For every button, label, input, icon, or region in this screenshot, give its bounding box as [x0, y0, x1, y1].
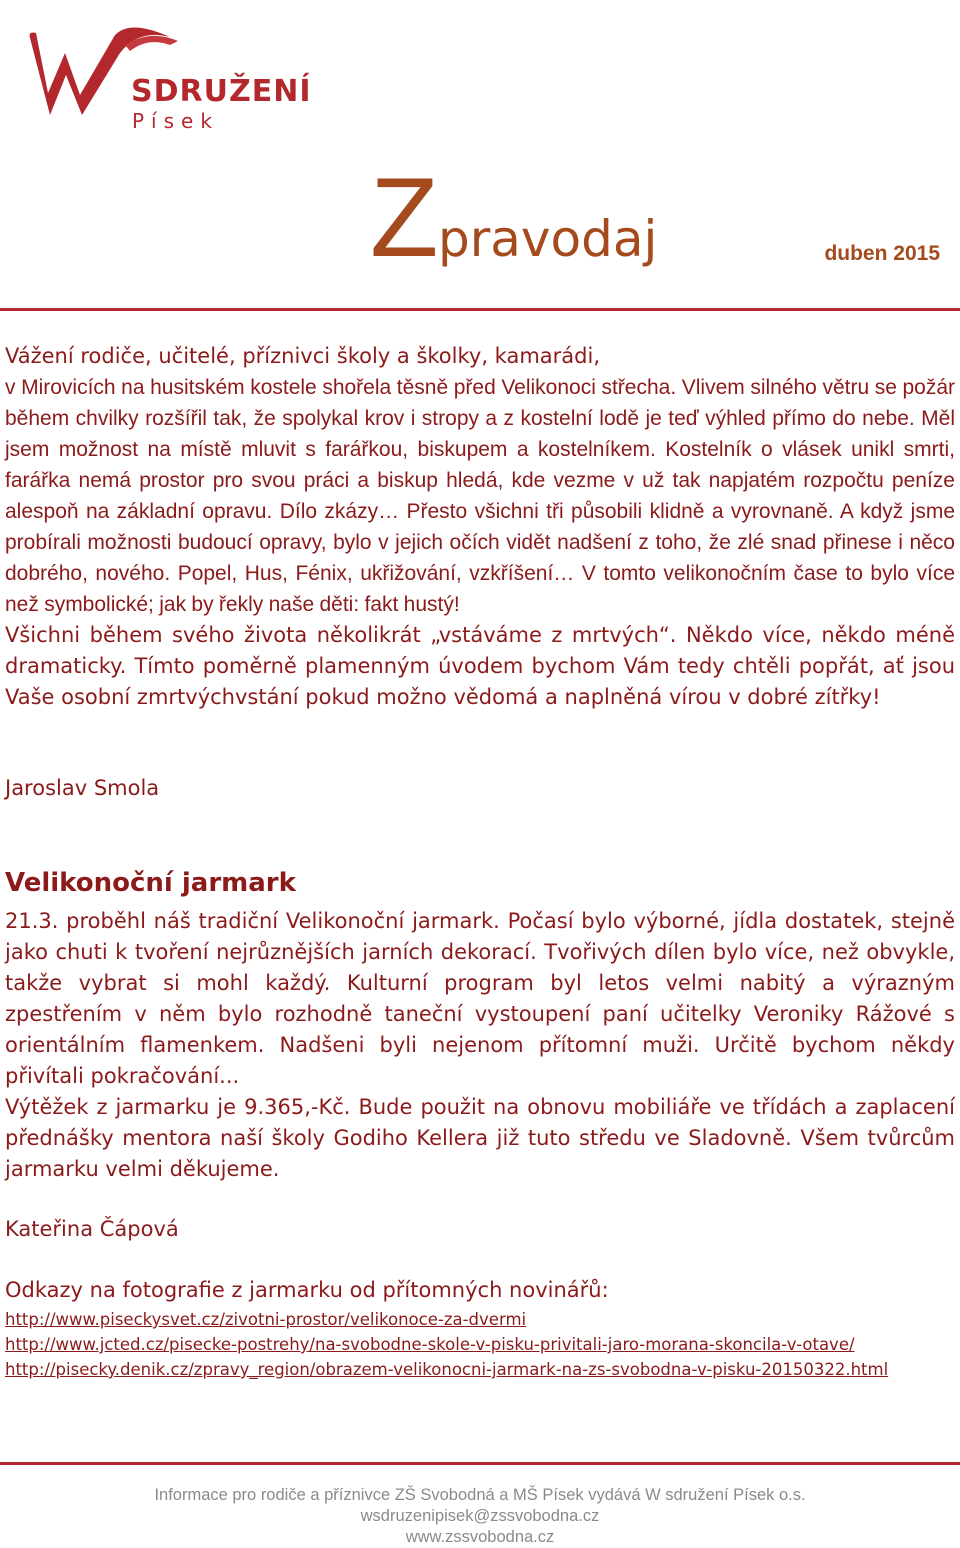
- footer: [0, 1485, 960, 1548]
- photo-link[interactable]: http://www.jcted.cz/pisecke-postrehy/na-svobodne-skole-v-pisku-privitali-jaro-morana-skoncila-v-otave/: [5, 1335, 855, 1354]
- intro-paragraph-2: Všichni během svého života několikrát „vstáváme z mrtvých“. Někdo více, někdo méně dramaticky. Tímto poměrně plamenným úvodem bychom Vám tedy chtěli popřát, ať jsou Vaše osobní zmrtvýchvstání pokud možno vědomá a naplněná vírou v dobré zítřky!: [5, 623, 955, 709]
- footer-email[interactable]: wsdruzenipisek@zssvobodna.cz: [360, 1507, 600, 1525]
- article-author: Kateřina Čápová: [5, 1217, 179, 1241]
- photo-links: [5, 1307, 888, 1382]
- footer-divider: [0, 1462, 960, 1465]
- organization-logo: [10, 18, 312, 133]
- photo-link[interactable]: http://www.piseckysvet.cz/zivotni-prostor/velikonoce-za-dvermi: [5, 1310, 527, 1329]
- title-initial: Z: [370, 155, 439, 280]
- article-paragraph-2: Výtěžek z jarmarku je 9.365,-Kč. Bude použit na obnovu mobiliáře ve třídách a zaplacení přednášky mentora naší školy Godiho Kellera již tuto středu ve Sladovně. Všem tvůrcům jarmarku velmi děkujeme.: [5, 1095, 955, 1181]
- logo-subtitle: Písek: [132, 109, 219, 133]
- photo-link[interactable]: http://pisecky.denik.cz/zpravy_region/obrazem-velikonocni-jarmark-na-zs-svobodna-v-pisku-20150322.html: [5, 1360, 889, 1379]
- greeting: Vážení rodiče, učitelé, příznivci školy a školky, kamarádi,: [5, 344, 601, 368]
- header-divider: [0, 308, 960, 311]
- intro-paragraph: v Mirovicích na husitském kostele shořela těsně před Velikonoci střecha. Vlivem silného větru se požár během chvilky rozšířil tak, že spolykal krov i stropy a z kostelní lodě je teď výhled přímo do nebe. Měl jsem možnost na místě mluvit s farářkou, biskupem a kostelníkem. Kostelník o vlásek unikl smrti, farářka nemá prostor pro svou práci a biskup hledá, kde vezme v už tak napjatém rozpočtu peníze alespoň na základní opravu. Dílo zkázy… Přesto všichni tři působili klidně a vyrovnaně. A když jsme probírali možnosti budoucí opravy, bylo v jejich očích vidět nadšení z toho, že zlé snad přinese i něco dobrého, nového. Popel, Hus, Fénix, ukřižování, vzkříšení… V tomto velikonočním čase to bylo více než symbolické; jak by řekly naše děti: fakt hustý!: [5, 376, 955, 616]
- issue-date: duben 2015: [824, 242, 940, 265]
- logo-title: SDRUŽENÍ: [131, 74, 312, 109]
- article-section: [5, 906, 955, 1185]
- title-rest: pravodaj: [438, 210, 658, 268]
- links-intro: Odkazy na fotografie z jarmarku od přítomných novinářů:: [5, 1278, 609, 1302]
- intro-section: [5, 341, 955, 713]
- article-paragraph: 21.3. proběhl náš tradiční Velikonoční jarmark. Počasí bylo výborné, jídla dostatek, stejně jako chuti k tvoření nejrůznějších jarních dekorací. Tvořivých dílen bylo více, než obvykle, takže vybrat si mohl každý. Kulturní program byl letos velmi nabitý a výrazným zpestřením v něm bylo rozhodně taneční vystoupení paní učitelky Veroniky Rážové s orientálním flamenkem. Nadšeni byli nejenom přítomní muži. Určitě bychom někdy přivítali pokračování...: [5, 909, 955, 1088]
- intro-author: Jaroslav Smola: [5, 776, 160, 800]
- footer-publisher: Informace pro rodiče a příznivce ZŠ Svobodná a MŠ Písek vydává W sdružení Písek o.s.: [154, 1486, 806, 1504]
- article-heading: Velikonoční jarmark: [5, 868, 296, 898]
- footer-website[interactable]: www.zssvobodna.cz: [405, 1528, 555, 1546]
